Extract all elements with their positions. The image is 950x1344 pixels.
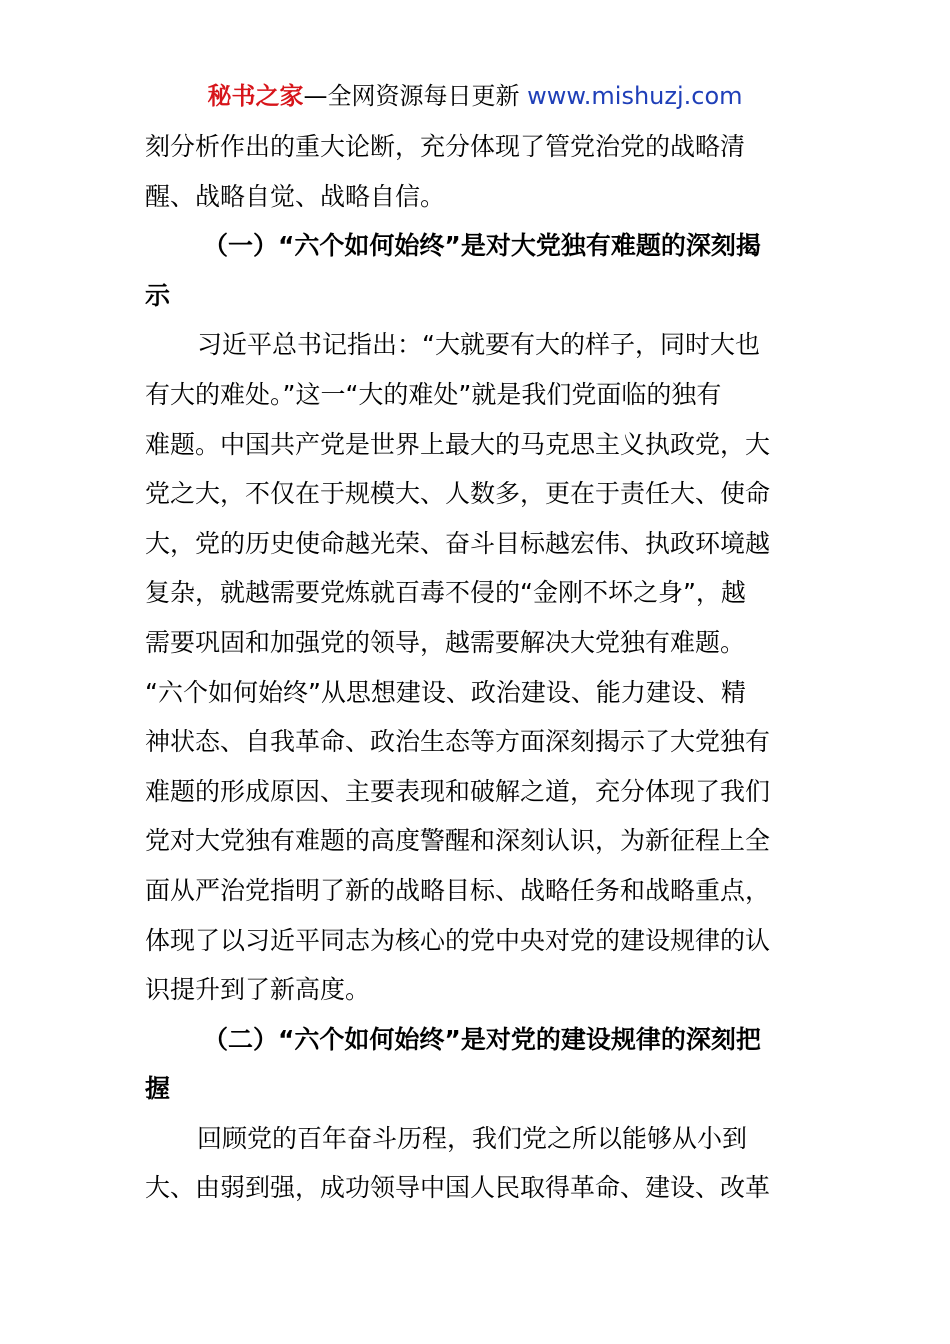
body-line: 党之大，不仅在于规模大、人数多，更在于责任大、使命 [145,479,771,509]
body-line: 面从严治党指明了新的战略目标、战略任务和战略重点， [145,875,771,905]
site-header [0,78,950,114]
section-heading-1-cont: 示 [145,280,171,310]
section-heading-2: （二）“六个如何始终”是对党的建设规律的深刻把 [203,1024,761,1054]
site-brand: 秘书之家 [207,82,304,110]
body-line: 有大的难处。”这一“大的难处”就是我们党面临的独有 [145,379,722,409]
body-line: 识提升到了新高度。 [145,975,371,1005]
body-line: 难题。中国共产党是世界上最大的马克思主义执政党，大 [145,429,771,459]
body-line: 大，党的历史使命越光荣、奋斗目标越宏伟、执政环境越 [145,528,771,558]
body-line: 需要巩固和加强党的领导，越需要解决大党独有难题。 [145,627,746,657]
body-line: 大、由弱到强，成功领导中国人民取得革命、建设、改革 [145,1173,771,1203]
body-line: 回顾党的百年奋斗历程，我们党之所以能够从小到 [197,1123,748,1153]
body-line: 难题的形成原因、主要表现和破解之道，充分体现了我们 [145,776,771,806]
body-line: 党对大党独有难题的高度警醒和深刻认识，为新征程上全 [145,826,771,856]
body-line: 复杂，就越需要党炼就百毒不侵的“金刚不坏之身”，越 [145,578,746,608]
body-line: “六个如何始终”从思想建设、政治建设、能力建设、精 [145,677,746,707]
body-line: 习近平总书记指出：“大就要有大的样子，同时大也 [197,330,760,360]
section-heading-2-cont: 握 [145,1074,171,1104]
body-line: 体现了以习近平同志为核心的党中央对党的建设规律的认 [145,925,771,955]
site-url[interactable]: www.mishuzj.com [527,82,743,110]
body-line: 神状态、自我革命、政治生态等方面深刻揭示了大党独有 [145,727,771,757]
site-tagline: —全网资源每日更新 [303,82,528,110]
body-line: 醒、战略自觉、战略自信。 [145,181,446,211]
body-line: 刻分析作出的重大论断，充分体现了管党治党的战略清 [145,132,746,161]
document-body [145,122,805,1213]
section-heading-1: （一）“六个如何始终”是对大党独有难题的深刻揭 [203,231,761,261]
